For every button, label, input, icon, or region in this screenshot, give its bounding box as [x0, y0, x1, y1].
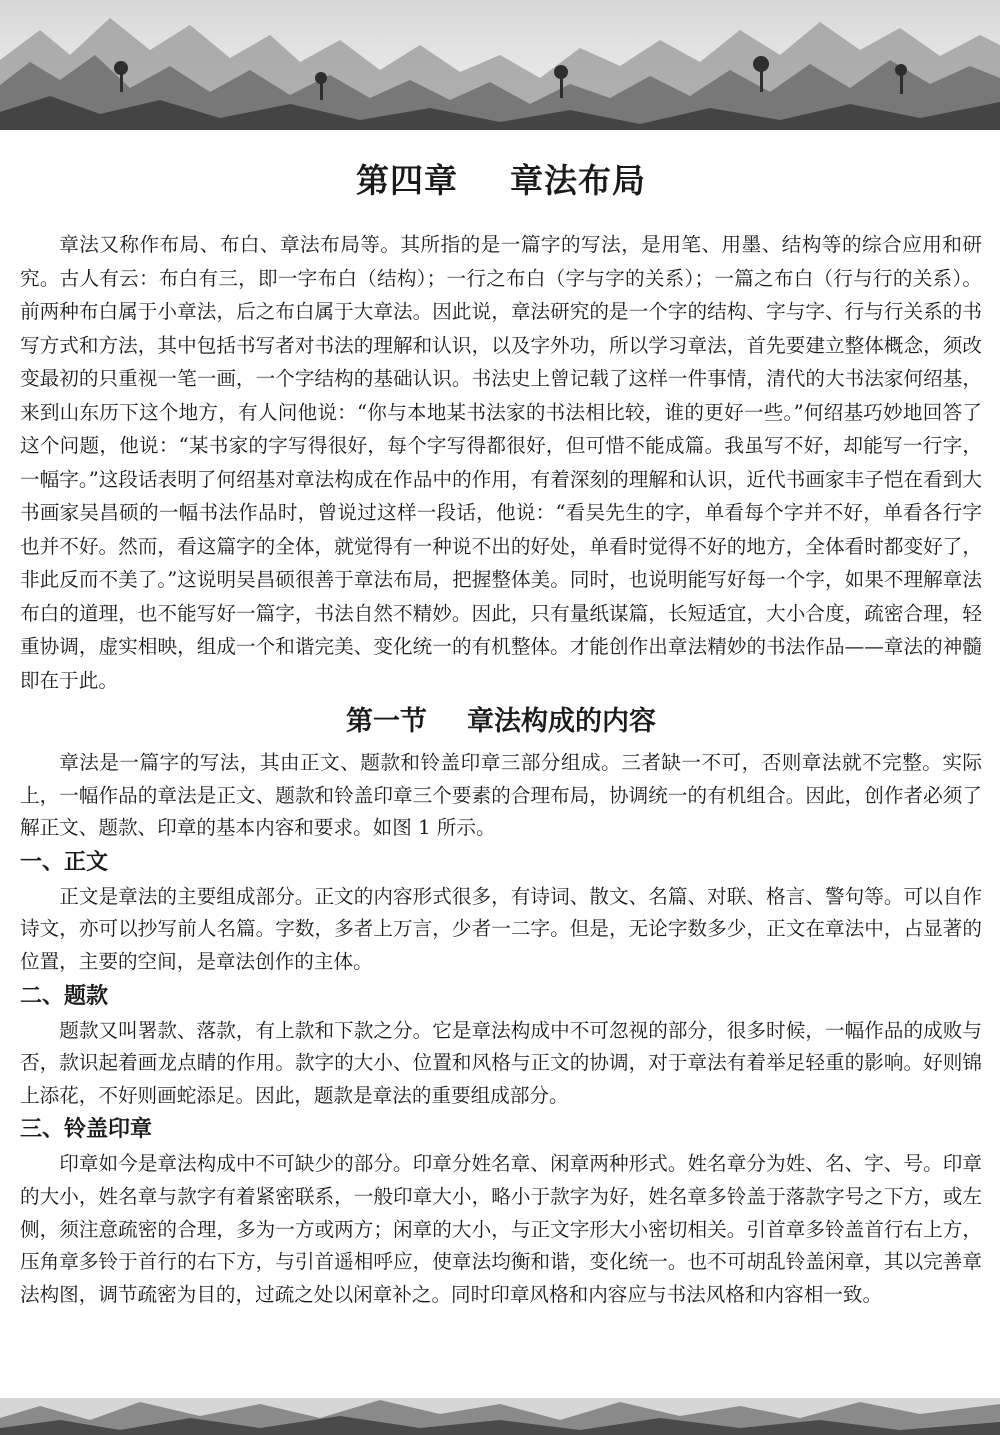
subsection-heading-main-text: 一、正文	[20, 849, 109, 875]
chapter-title-text: 章法布局	[510, 161, 646, 200]
top-landscape-banner	[0, 0, 1000, 130]
subsection-heading-inscription: 二、题款	[20, 983, 109, 1009]
chapter-number: 第四章	[356, 161, 458, 200]
mountain-landscape-illustration	[0, 1398, 1000, 1435]
bottom-landscape-banner	[0, 1398, 1000, 1435]
subsection-paragraph-inscription: 题款又叫署款、落款，有上款和下款之分。它是章法构成中不可忽视的部分，很多时候，一幅作品的成败与否，款识起着画龙点睛的作用。款字的大小、位置和风格与正文的协调，对于章法有着举足轻重的影响。好则锦上添花，不好则画蛇添足。因此，题款是章法的重要组成部分。	[20, 1018, 982, 1107]
section-intro-paragraph: 章法是一篇字的写法，其由正文、题款和铃盖印章三部分组成。三者缺一不可，否则章法就不完整。实际上，一幅作品的章法是正文、题款和铃盖印章三个要素的合理布局，协调统一的有机组合。因此，创作者必须了解正文、题款、印章的基本内容和要求。如图 1 所示。	[20, 751, 982, 840]
section-number: 第一节	[346, 706, 427, 737]
chapter-intro-paragraph: 章法又称作布局、布白、章法布局等。其所指的是一篇字的写法，是用笔、用墨、结构等的综合应用和研究。古人有云：布白有三，即一字布白（结构）；一行之布白（字与字的关系）；一篇之布白（行与行的关系）。前两种布白属于小章法，后之布白属于大章法。因此说，章法研究的是一个字的结构、字与字、行与行关系的书写方式和方法，其中包括书写者对书法的理解和认识，以及字外功，所以学习章法，首先要建立整体概念，须改变最初的只重视一笔一画，一个字结构的基础认识。书法史上曾记载了这样一件事情，清代的大书法家何绍基，来到山东历下这个地方，有人问他说：“你与本地某书法家的书法相比较，谁的更好一些。”何绍基巧妙地回答了这个问题，他说：“某书家的字写得很好，每个字写得都很好，但可惜不能成篇。我虽写不好，却能写一行字，一幅字。”这段话表明了何绍基对章法构成在作品中的作用，有着深刻的理解和认识，近代书画家丰子恺在看到大书画家吴昌硕的一幅书法作品时，曾说过这样一段话，他说：“看吴先生的字，单看每个字并不好，单看各行字也并不好。然而，看这篇字的全体，就觉得有一种说不出的好处，单看时觉得不好的地方，全体看时都变好了，非此反而不美了。”这说明吴昌硕很善于章法布局，把握整体美。同时，也说明能写好每一个字，如果不理解章法布白的道理，也不能写好一篇字，书法自然不精妙。因此，只有量纸谋篇，长短适宜，大小合度，疏密合理，轻重协调，虚实相映，组成一个和谐完美、变化统一的有机整体。才能创作出章法精妙的书法作品——章法的神髓即在于此。	[20, 233, 982, 692]
chapter-title	[20, 152, 982, 210]
subsection-heading-seal: 三、铃盖印章	[20, 1117, 153, 1143]
section-title-text: 章法构成的内容	[467, 706, 656, 737]
page-content	[20, 152, 982, 1311]
subsection-paragraph-seal: 印章如今是章法构成中不可缺少的部分。印章分姓名章、闲章两种形式。姓名章分为姓、名、字、号。印章的大小，姓名章与款字有着紧密联系，一般印章大小，略小于款字为好，姓名章多铃盖于落款字号之下方，或左侧，须注意疏密的合理，多为一方或两方；闲章的大小，与正文字形大小密切相关。引首章多铃盖首行右上方，压角章多铃于首行的右下方，与引首遥相呼应，使章法均衡和谐，变化统一。也不可胡乱铃盖闲章，其以完善章法构图，调节疏密为目的，过疏之处以闲章补之。同时印章风格和内容应与书法风格和内容相一致。	[20, 1152, 982, 1306]
subsection-paragraph-main-text: 正文是章法的主要组成部分。正文的内容形式很多，有诗词、散文、名篇、对联、格言、警句等。可以自作诗文，亦可以抄写前人名篇。字数，多者上万言，少者一二字。但是，无论字数多少，正文在章法中，占显著的位置，主要的空间，是章法创作的主体。	[20, 884, 982, 973]
section-title	[20, 697, 982, 747]
mountain-landscape-illustration	[0, 0, 1000, 130]
